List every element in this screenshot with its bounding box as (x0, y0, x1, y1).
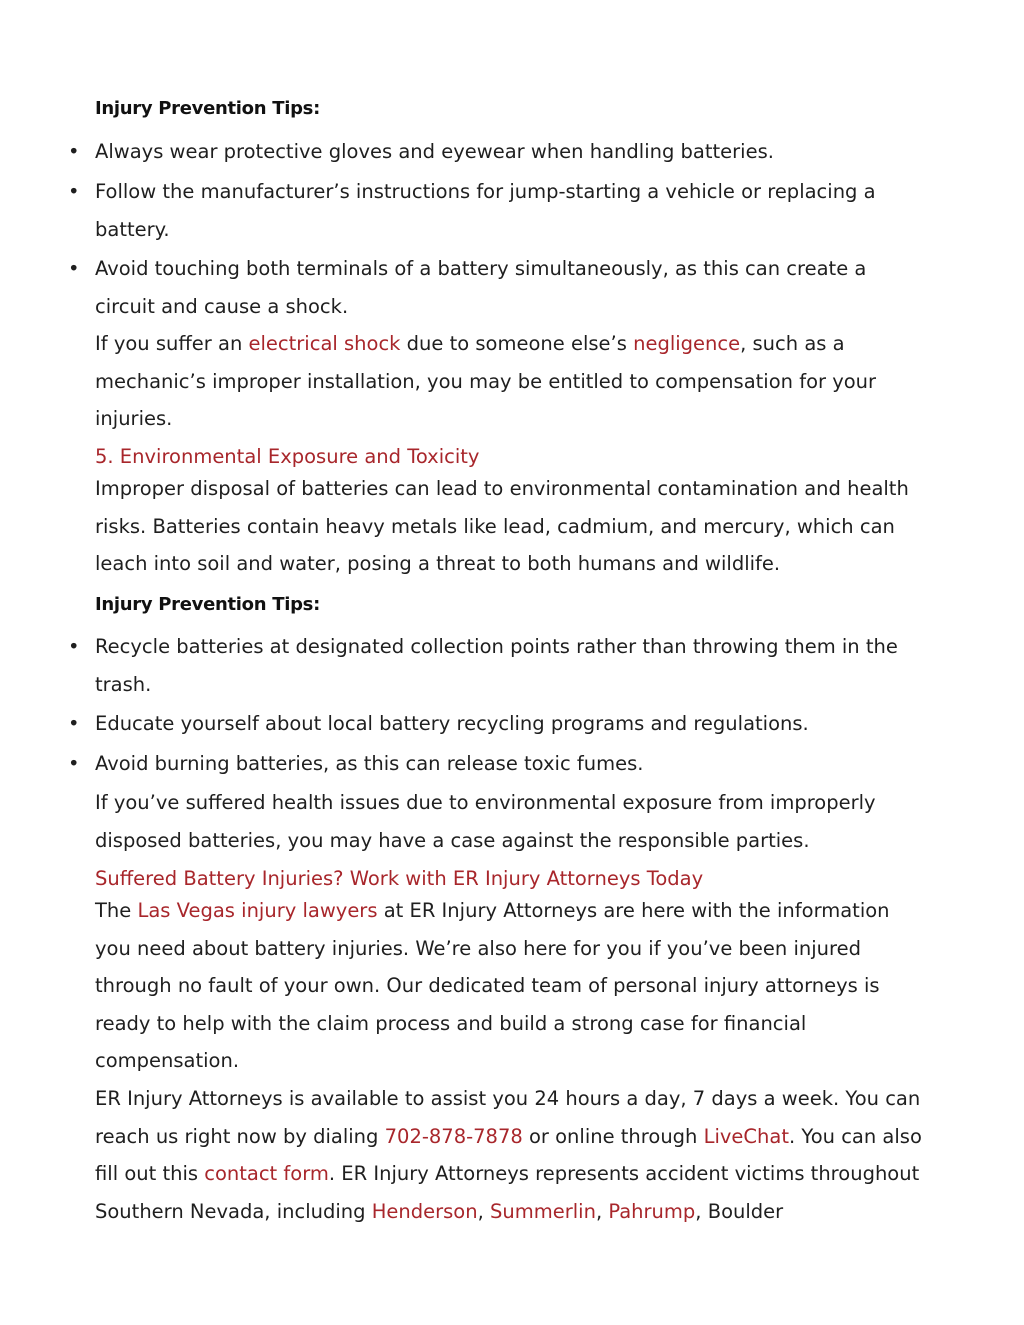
contact-paragraph: ER Injury Attorneys is available to assist you 24 hours a day, 7 days a week. You can reach us right now by dialing 702-878-7878 or online through LiveChat. You can also fill out this contact form. ER Injury Attorneys represents accident victims throughout Southern Nevada, including Henderson, Summerlin, Pahrump, Boulder (95, 1087, 922, 1223)
intro-paragraph: Improper disposal of batteries can lead to environmental contamination and health risks. Batteries contain heavy metals like lead, cadmium, and mercury, which can leach into soil and water, posing a threat to both humans and wildlife. (95, 477, 909, 575)
bullet-marker: • (68, 140, 80, 163)
contact-form-link[interactable]: contact form (204, 1162, 329, 1185)
livechat-link[interactable]: LiveChat (703, 1124, 789, 1148)
closing-paragraph: If you suffer an electrical shock due to someone else’s negligence, such as a mechanic’s improper installation, you may be entitled to compensation for your injuries. (95, 332, 877, 430)
injury-prevention-heading: Injury Prevention Tips: (95, 98, 320, 119)
closing-paragraph: If you’ve suffered health issues due to environmental exposure from improperly disposed batteries, you may have a case against the responsible parties. (95, 791, 876, 852)
las-vegas-injury-lawyers-link[interactable]: Las Vegas injury lawyers (137, 899, 378, 922)
bullet-marker: • (68, 712, 80, 735)
bullet-marker: • (68, 752, 80, 775)
phone-link[interactable]: 702-878-7878 (384, 1124, 523, 1148)
henderson-link[interactable]: Henderson (371, 1199, 478, 1223)
injury-prevention-heading: Injury Prevention Tips: (95, 594, 320, 615)
list-item: Educate yourself about local battery recycling programs and regulations. (95, 712, 809, 735)
list-item: Always wear protective gloves and eyewear when handling batteries. (95, 140, 774, 163)
lawyers-paragraph: The Las Vegas injury lawyers at ER Injury Attorneys are here with the information you need about battery injuries. We’re also here for you if you’ve been injured through no fault of your own. Our dedicated team of personal injury attorneys is ready to help with the claim process and build a strong case for financial compensation. (95, 899, 890, 1072)
list-item: Avoid burning batteries, as this can release toxic fumes. (95, 752, 644, 775)
list-item: Recycle batteries at designated collection points rather than throwing them in the trash. (95, 635, 898, 696)
list-item: Avoid touching both terminals of a battery simultaneously, as this can create a circuit and cause a shock. (95, 257, 867, 318)
bullet-marker: • (68, 180, 80, 203)
negligence-link[interactable]: negligence (633, 332, 741, 355)
electrical-shock-link[interactable]: electrical shock (248, 332, 401, 355)
section-title-environmental: 5. Environmental Exposure and Toxicity (95, 445, 480, 468)
section-title-er-injury: Suffered Battery Injuries? Work with ER Injury Attorneys Today (95, 867, 704, 890)
pahrump-link[interactable]: Pahrump (608, 1199, 696, 1223)
bullet-marker: • (68, 257, 80, 280)
list-item: Follow the manufacturer’s instructions for jump-starting a vehicle or replacing a battery. (95, 180, 876, 241)
bullet-marker: • (68, 635, 80, 658)
summerlin-link[interactable]: Summerlin (490, 1199, 596, 1223)
